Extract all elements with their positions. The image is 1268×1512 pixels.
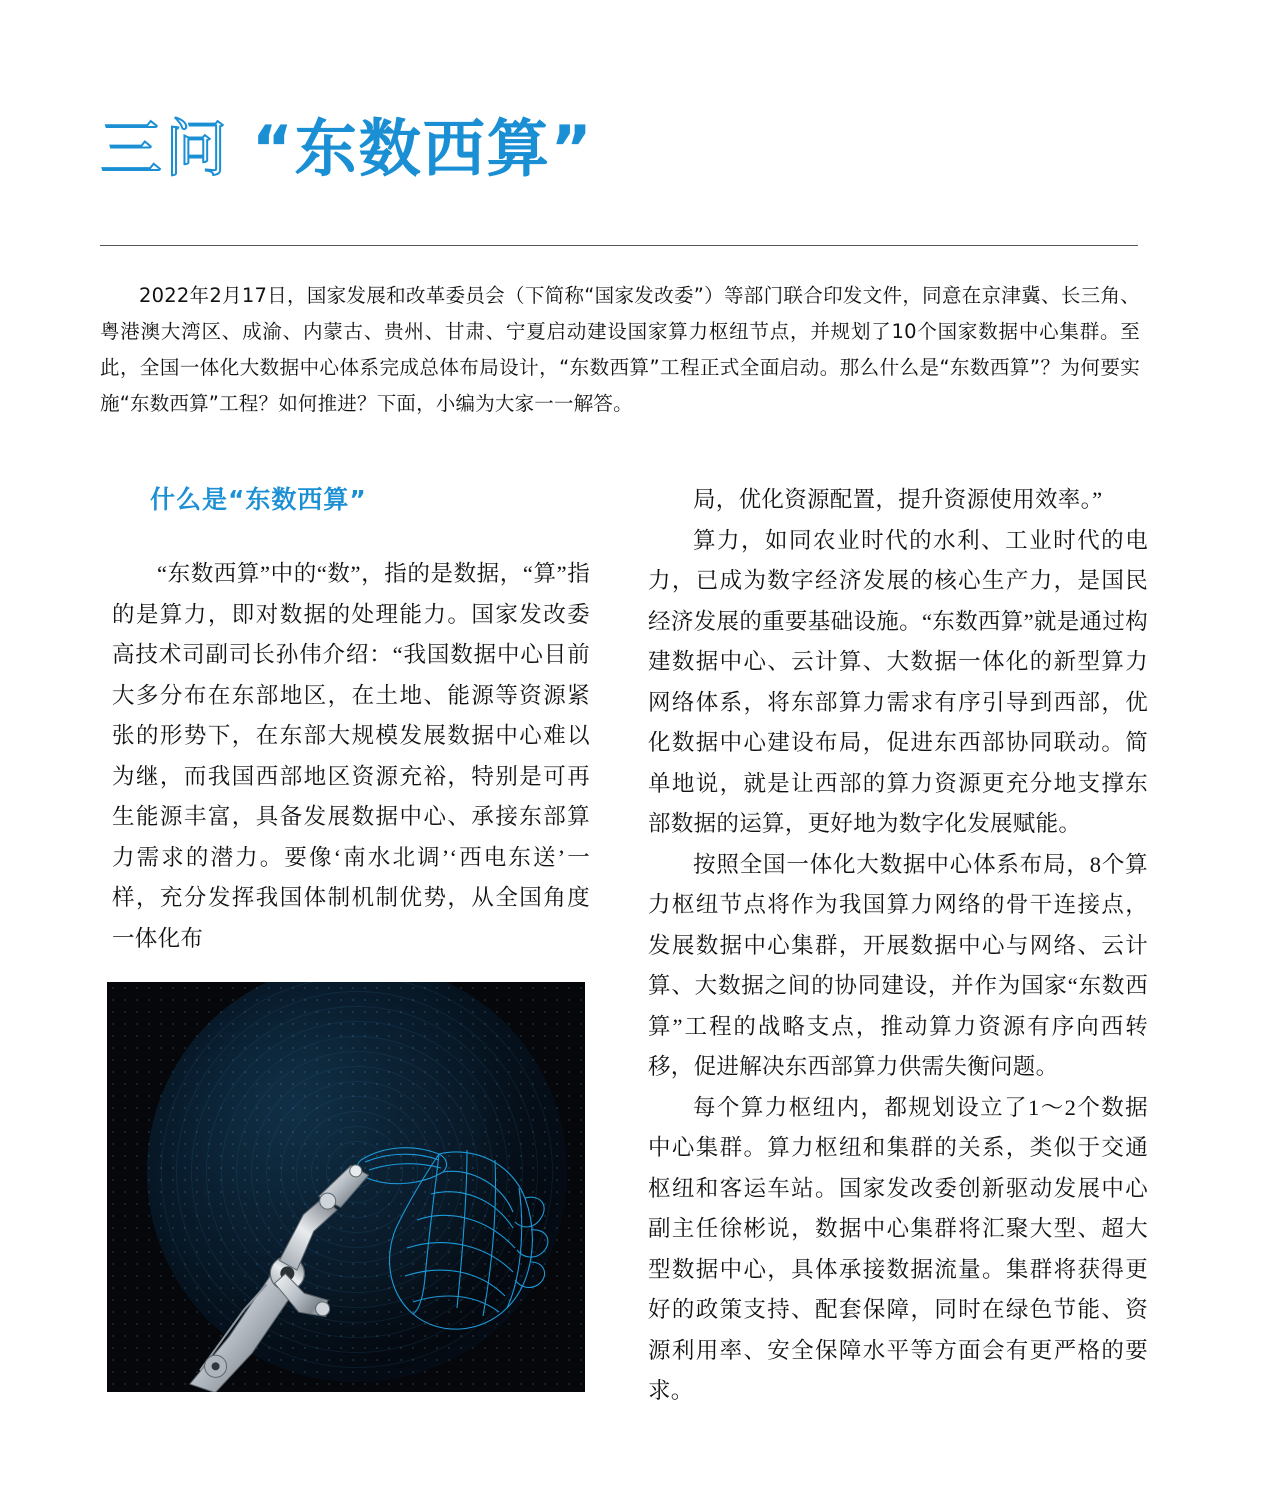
right-column bbox=[648, 480, 1148, 1412]
title-quoted: “东数西算” bbox=[252, 112, 594, 185]
right-paragraph-4: 每个算力枢纽内，都规划设立了1～2个数据中心集群。算力枢纽和集群的关系，类似于交通枢纽和客运车站。国家发改委创新驱动发展中心副主任徐彬说，数据中心集群将汇聚大型、超大型数据中心，具体承接数据流量。集群将获得更好的政策支持、配套保障，同时在绿色节能、资源利用率、安全保障水平等方面会有更严格的要求。 bbox=[648, 1094, 1148, 1403]
left-column bbox=[112, 480, 590, 959]
right-paragraph-3: 按照全国一体化大数据中心体系布局，8个算力枢纽节点将作为我国算力网络的骨干连接点，发展数据中心集群，开展数据中心与网络、云计算、大数据之间的协同建设，并作为国家“东数西算”工程的战略支点，推动算力资源有序向西转移，促进解决东西部算力供需失衡问题。 bbox=[648, 851, 1148, 1079]
lead-paragraph: 2022年2月17日，国家发展和改革委员会（下简称“国家发改委”）等部门联合印发文件，同意在京津冀、长三角、粤港澳大湾区、成渝、内蒙古、贵州、甘肃、宁夏启动建设国家算力枢纽节点，并规划了10个国家数据中心集群。至此，全国一体化大数据中心体系完成总体布局设计，“东数西算”工程正式全面启动。那么什么是“东数西算”？为何要实施“东数西算”工程？如何推进？下面，小编为大家一一解答。 bbox=[100, 283, 1140, 415]
section-heading: 什么是“东数西算” bbox=[150, 485, 367, 514]
right-paragraph-2: 算力，如同农业时代的水利、工业时代的电力，已成为数字经济发展的核心生产力，是国民经济发展的重要基础设施。“东数西算”就是通过构建数据中心、云计算、大数据一体化的新型算力网络体系，将东部算力需求有序引导到西部，优化数据中心建设布局，促进东西部协同联动。简单地说，就是让西部的算力资源更充分地支撑东部数据的运算，更好地为数字化发展赋能。 bbox=[648, 527, 1148, 836]
title-divider bbox=[100, 245, 1138, 246]
title-prefix: 三问 bbox=[100, 112, 231, 185]
page-title bbox=[100, 112, 594, 185]
figure-image bbox=[107, 982, 585, 1392]
left-paragraph-1: “东数西算”中的“数”，指的是数据，“算”指的是算力，即对数据的处理能力。国家发改委高技术司副司长孙伟介绍：“我国数据中心目前大多分布在东部地区，在土地、能源等资源紧张的形势下，在东部大规模发展数据中心难以为继，而我国西部地区资源充裕，特别是可再生能源丰富，具备发展数据中心、承接东部算力需求的潜力。要像‘南水北调’‘西电东送’一样，充分发挥我国体制机制优势，从全国角度一体化布 bbox=[112, 561, 590, 951]
robot-arm-icon bbox=[151, 1117, 414, 1392]
article-figure bbox=[107, 982, 585, 1392]
right-paragraph-1: 局，优化资源配置，提升资源使用效率。” bbox=[693, 487, 1103, 512]
